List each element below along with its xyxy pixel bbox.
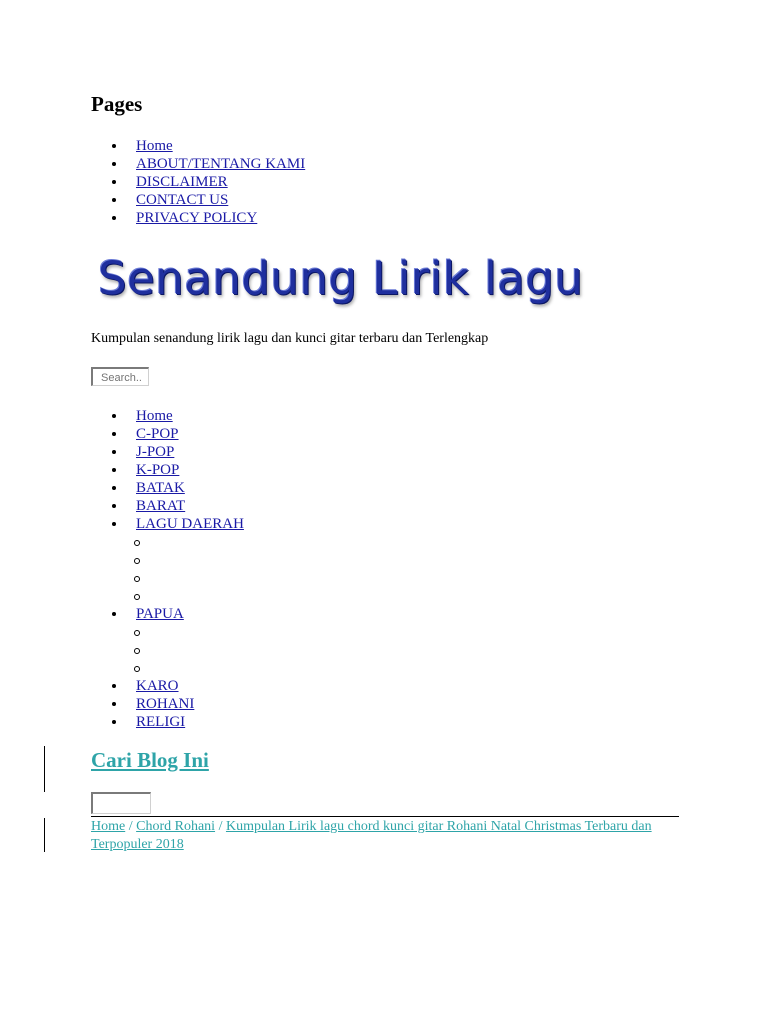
- circle-bullet-icon: [134, 594, 140, 600]
- list-item: [110, 137, 305, 155]
- bullet-icon: [112, 720, 116, 724]
- bullet-icon: [112, 162, 116, 166]
- nav-j-pop[interactable]: J-POP: [136, 444, 175, 460]
- list-item: [110, 497, 244, 515]
- bullet-icon: [112, 432, 116, 436]
- breadcrumb-current[interactable]: Kumpulan Lirik lagu chord kunci gitar Rohani Natal Christmas Terbaru dan Terpopuler 2018: [91, 819, 652, 852]
- pages-list: [110, 137, 305, 227]
- breadcrumb: [91, 818, 681, 854]
- margin-marker: [44, 746, 45, 792]
- list-item: [110, 479, 244, 497]
- bullet-icon: [112, 504, 116, 508]
- list-item: [110, 515, 244, 533]
- bullet-icon: [112, 216, 116, 220]
- site-logo[interactable]: Senandung Lirik lagu: [98, 252, 584, 305]
- submenu-item[interactable]: [110, 533, 244, 551]
- list-item: [110, 695, 244, 713]
- list-item: [110, 461, 244, 479]
- submenu-item[interactable]: [110, 641, 244, 659]
- nav-religi[interactable]: RELIGI: [136, 714, 186, 730]
- bullet-icon: [112, 144, 116, 148]
- nav-rohani[interactable]: ROHANI: [136, 696, 195, 712]
- papua-submenu: [110, 623, 244, 677]
- submenu-container: [110, 623, 244, 677]
- nav-k-pop[interactable]: K-POP: [136, 462, 180, 478]
- list-item: [110, 155, 305, 173]
- circle-bullet-icon: [134, 666, 140, 672]
- circle-bullet-icon: [134, 558, 140, 564]
- search-input[interactable]: [91, 367, 149, 386]
- circle-bullet-icon: [134, 576, 140, 582]
- submenu-item[interactable]: [110, 623, 244, 641]
- lagu-daerah-submenu: [110, 533, 244, 605]
- bullet-icon: [112, 198, 116, 202]
- breadcrumb-separator: /: [215, 819, 226, 834]
- margin-marker: [44, 818, 45, 852]
- circle-bullet-icon: [134, 540, 140, 546]
- divider: [91, 816, 679, 817]
- nav-barat[interactable]: BARAT: [136, 498, 186, 514]
- submenu-item[interactable]: [110, 587, 244, 605]
- site-tagline: Kumpulan senandung lirik lagu dan kunci gitar terbaru dan Terlengkap: [91, 331, 489, 346]
- bullet-icon: [112, 414, 116, 418]
- blog-search-input[interactable]: [91, 792, 151, 814]
- nav-karo[interactable]: KARO: [136, 678, 179, 694]
- list-item: [110, 677, 244, 695]
- breadcrumb-separator: /: [125, 819, 137, 834]
- nav-lagu-daerah[interactable]: LAGU DAERAH: [136, 516, 244, 532]
- pages-link-home[interactable]: Home: [136, 138, 173, 154]
- category-nav: [110, 407, 244, 731]
- nav-c-pop[interactable]: C-POP: [136, 426, 179, 442]
- bullet-icon: [112, 612, 116, 616]
- pages-link-contact[interactable]: CONTACT US: [136, 192, 229, 208]
- pages-heading: Pages: [91, 92, 143, 116]
- bullet-icon: [112, 702, 116, 706]
- submenu-item[interactable]: [110, 551, 244, 569]
- nav-papua[interactable]: PAPUA: [136, 606, 184, 622]
- breadcrumb-category[interactable]: Chord Rohani: [136, 819, 216, 834]
- list-item: [110, 425, 244, 443]
- list-item: [110, 407, 244, 425]
- breadcrumb-home[interactable]: Home: [91, 819, 126, 834]
- bullet-icon: [112, 180, 116, 184]
- submenu-item[interactable]: [110, 659, 244, 677]
- list-item: [110, 173, 305, 191]
- circle-bullet-icon: [134, 630, 140, 636]
- nav-batak[interactable]: BATAK: [136, 480, 185, 496]
- bullet-icon: [112, 522, 116, 526]
- bullet-icon: [112, 468, 116, 472]
- nav-home[interactable]: Home: [136, 408, 173, 424]
- list-item: [110, 191, 305, 209]
- pages-link-privacy[interactable]: PRIVACY POLICY: [136, 210, 258, 226]
- blog-search-title[interactable]: Cari Blog Ini: [91, 748, 209, 772]
- list-item: [110, 209, 305, 227]
- bullet-icon: [112, 450, 116, 454]
- submenu-container: [110, 533, 244, 605]
- list-item: [110, 605, 244, 623]
- bullet-icon: [112, 684, 116, 688]
- bullet-icon: [112, 486, 116, 490]
- list-item: [110, 713, 244, 731]
- pages-link-about[interactable]: ABOUT/TENTANG KAMI: [136, 156, 306, 172]
- pages-link-disclaimer[interactable]: DISCLAIMER: [136, 174, 228, 190]
- circle-bullet-icon: [134, 648, 140, 654]
- list-item: [110, 443, 244, 461]
- submenu-item[interactable]: [110, 569, 244, 587]
